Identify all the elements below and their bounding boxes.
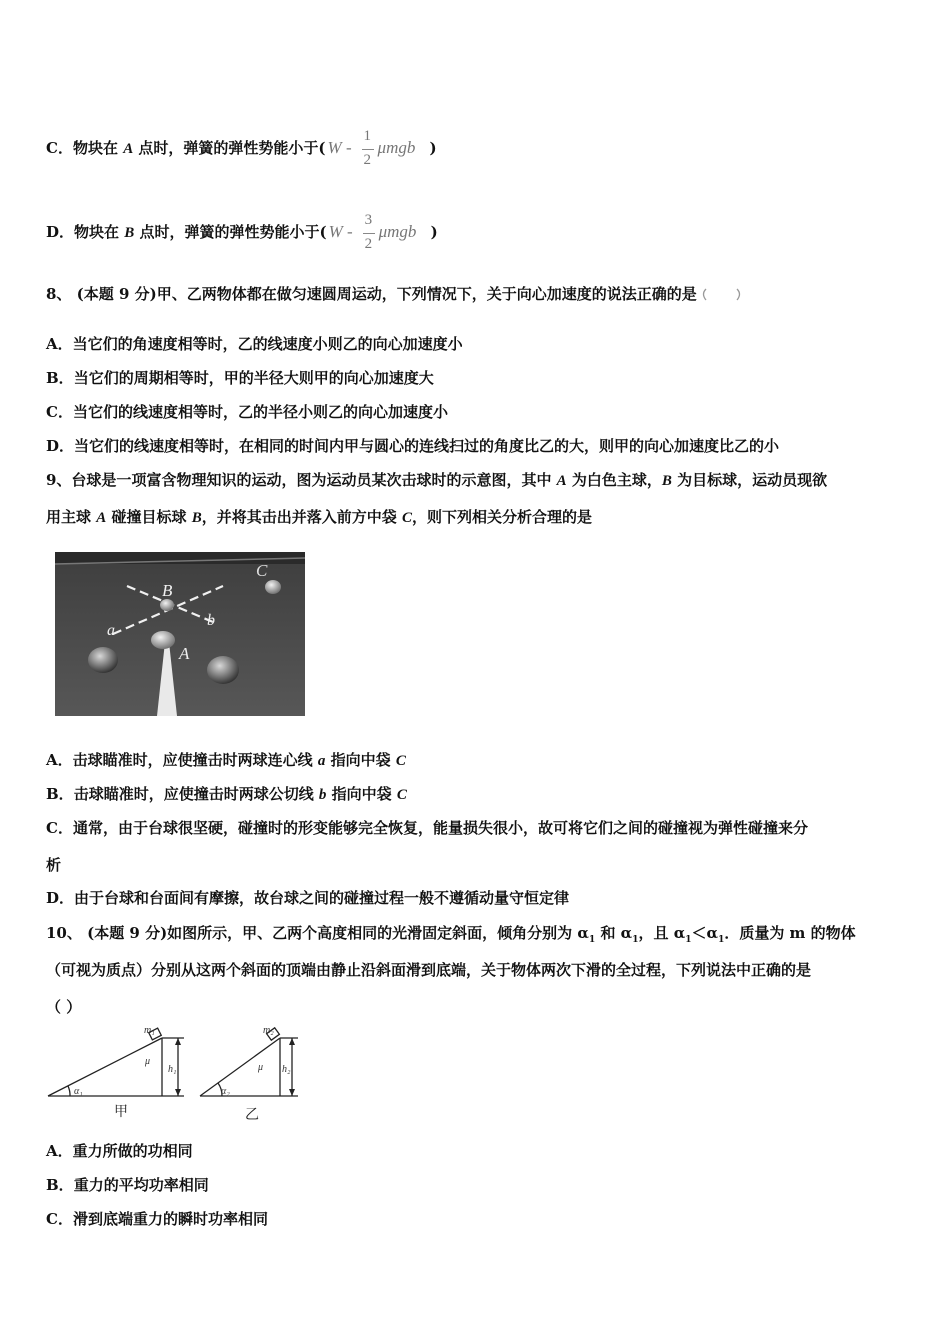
subscript: 1 bbox=[718, 935, 725, 945]
var-c: C bbox=[401, 510, 412, 526]
option-letter: A． bbox=[46, 335, 73, 353]
option-text: 析 bbox=[46, 856, 62, 874]
arrow-up-icon bbox=[175, 1038, 181, 1045]
option-letter: A． bbox=[46, 1142, 73, 1160]
subscript: 1 bbox=[685, 935, 692, 945]
option-letter: C． bbox=[46, 1210, 73, 1228]
incline-figure bbox=[44, 1024, 306, 1124]
stem-text: ，且 α bbox=[638, 924, 686, 942]
option-letter: D． bbox=[46, 889, 75, 907]
q10-option-c[interactable] bbox=[46, 1209, 268, 1229]
stem-text: 和 α bbox=[595, 924, 633, 942]
close-paren: ) bbox=[430, 223, 438, 241]
question-stem: 8、 (本题 9 分)甲、乙两物体都在做匀速圆周运动，下列情况下，关于向心加速度的说法正确的是 bbox=[46, 285, 697, 303]
q7-option-d[interactable] bbox=[46, 210, 438, 256]
label-a-ball: A bbox=[179, 644, 190, 663]
q10-option-b[interactable] bbox=[46, 1175, 209, 1195]
option-text: 击球瞄准时，应使撞击时两球公切线 bbox=[73, 785, 319, 803]
option-letter: C． bbox=[46, 819, 73, 837]
var-b: B bbox=[661, 473, 672, 489]
option-text: 击球瞄准时，应使撞击时两球连心线 bbox=[72, 751, 318, 769]
var: C bbox=[396, 787, 407, 803]
label-line-b: b bbox=[207, 612, 215, 629]
q9-stem-line2 bbox=[46, 507, 592, 528]
label-jia: 甲 bbox=[114, 1104, 128, 1120]
answer-bracket: （ ） bbox=[46, 998, 82, 1016]
label-m1: m₁ bbox=[144, 1025, 155, 1036]
q10-stem-line2 bbox=[46, 960, 811, 980]
option-text: 物块在 bbox=[72, 139, 124, 157]
option-text: 重力的平均功率相同 bbox=[73, 1176, 209, 1194]
q9-option-b[interactable] bbox=[46, 784, 407, 805]
billiards-figure bbox=[55, 552, 305, 716]
q9-option-c[interactable] bbox=[46, 818, 808, 838]
q9-option-a[interactable] bbox=[46, 750, 406, 771]
q9-option-c-cont bbox=[46, 855, 61, 875]
formula-image bbox=[326, 126, 430, 172]
formula-image bbox=[327, 210, 431, 256]
stem-text: 用主球 bbox=[46, 508, 97, 526]
q10-option-a[interactable] bbox=[46, 1141, 193, 1161]
stem-text: （可视为质点）分别从这两个斜面的顶端由静止沿斜面滑到底端，关于物体两次下滑的全过程，下列说法中正确的是 bbox=[46, 961, 812, 979]
formula-num: 1 bbox=[363, 128, 372, 144]
option-letter: C． bbox=[46, 139, 73, 157]
label-b: B bbox=[162, 581, 173, 600]
option-text: 指向中袋 bbox=[325, 751, 396, 769]
var-a: A bbox=[123, 141, 134, 157]
formula-den: 2 bbox=[364, 236, 373, 252]
option-text: 当它们的周期相等时，甲的半径大则甲的向心加速度大 bbox=[73, 369, 434, 387]
option-letter: B． bbox=[46, 785, 74, 803]
var-b: B bbox=[191, 510, 202, 526]
label-mu2: μ bbox=[258, 1062, 264, 1073]
formula-w: W - bbox=[328, 222, 353, 241]
option-text: 当它们的线速度相等时，在相同的时间内甲与圆心的连线扫过的角度比乙的大，则甲的向心加速度比乙的小 bbox=[74, 437, 780, 455]
q10-stem-line3 bbox=[46, 997, 81, 1017]
q9-option-d[interactable] bbox=[46, 888, 569, 908]
stem-text: ＜α bbox=[691, 924, 719, 942]
stem-text: 为目标球，运动员现欲 bbox=[671, 471, 828, 489]
stem-text: ，并将其击出并落入前方中袋 bbox=[201, 508, 402, 526]
ball-a bbox=[151, 631, 175, 649]
label-line-a: a bbox=[107, 622, 115, 639]
stem-text: 9、台球是一项富含物理知识的运动，图为运动员某次击球时的示意图，其中 bbox=[46, 471, 557, 489]
option-letter: B． bbox=[46, 369, 74, 387]
option-letter: C． bbox=[46, 403, 73, 421]
formula-den: 2 bbox=[363, 152, 372, 168]
formula-num: 3 bbox=[364, 212, 373, 228]
q8-stem bbox=[46, 284, 745, 305]
option-text: 当它们的线速度相等时，乙的半径小则乙的向心加速度小 bbox=[72, 403, 448, 421]
incline-yi bbox=[200, 1028, 298, 1096]
stem-text: ．质量为 m 的物体 bbox=[724, 924, 856, 942]
label-yi: 乙 bbox=[245, 1107, 259, 1123]
option-text: 物块在 bbox=[74, 223, 125, 241]
var-a: A bbox=[96, 510, 107, 526]
label-a2: α₂ bbox=[221, 1086, 230, 1097]
ball-right bbox=[207, 656, 239, 684]
label-h1: h₁ bbox=[168, 1064, 177, 1075]
q8-option-c[interactable] bbox=[46, 402, 448, 422]
arrow-up-icon bbox=[289, 1038, 295, 1045]
q10-stem-line1 bbox=[46, 923, 856, 950]
var-b: B bbox=[124, 225, 135, 241]
label-c: C bbox=[256, 561, 268, 580]
formula-mu: μmgb bbox=[377, 138, 416, 157]
option-text-post: 点时，弹簧的弹性势能小于( bbox=[134, 223, 327, 241]
stem-text: 碰撞目标球 bbox=[106, 508, 192, 526]
option-text: 由于台球和台面间有摩擦，故台球之间的碰撞过程一般不遵循动量守恒定律 bbox=[74, 889, 570, 907]
option-text-post: 点时，弹簧的弹性势能小于( bbox=[133, 139, 326, 157]
incline-jia bbox=[48, 1028, 184, 1096]
answer-bracket-icon bbox=[697, 285, 745, 305]
option-text: 当它们的角速度相等时，乙的线速度小则乙的向心加速度小 bbox=[72, 335, 463, 353]
q9-stem-line1 bbox=[46, 470, 827, 491]
subscript: 1 bbox=[632, 935, 639, 945]
ball-left bbox=[88, 647, 118, 673]
q8-option-d[interactable] bbox=[46, 436, 779, 456]
formula-w: W - bbox=[327, 138, 352, 157]
table-surface bbox=[55, 552, 305, 716]
option-letter: D． bbox=[46, 223, 75, 241]
arrow-down-icon bbox=[289, 1089, 295, 1096]
label-mu1: μ bbox=[145, 1056, 151, 1067]
label-m2: m₂ bbox=[263, 1025, 274, 1036]
stem-text: 10、 (本题 9 分)如图所示，甲、乙两个高度相同的光滑固定斜面，倾角分别为 α bbox=[46, 924, 589, 942]
option-letter: B． bbox=[46, 1176, 74, 1194]
option-letter: D． bbox=[46, 437, 75, 455]
ball-b bbox=[160, 599, 174, 611]
subscript: 1 bbox=[588, 935, 596, 945]
close-paren: ) bbox=[429, 139, 437, 157]
var: a bbox=[317, 753, 326, 769]
ball-c-side bbox=[265, 580, 281, 594]
option-text: 重力所做的功相同 bbox=[72, 1142, 193, 1160]
label-a1: α₁ bbox=[74, 1086, 83, 1097]
stem-text: 为白色主球， bbox=[566, 471, 662, 489]
cushion bbox=[55, 552, 305, 564]
arrow-down-icon bbox=[175, 1089, 181, 1096]
q7-option-c[interactable] bbox=[46, 126, 437, 172]
var-a: A bbox=[556, 473, 567, 489]
q8-option-a[interactable] bbox=[46, 334, 463, 354]
stem-text: ，则下列相关分析合理的是 bbox=[411, 508, 592, 526]
option-text: 滑到底端重力的瞬时功率相同 bbox=[72, 1210, 268, 1228]
option-text: 指向中袋 bbox=[326, 785, 397, 803]
formula-mu: μmgb bbox=[378, 222, 417, 241]
option-text: 通常，由于台球很坚硬，碰撞时的形变能够完全恢复，能量损失很小，故可将它们之间的碰撞视为弹性碰撞来分 bbox=[72, 819, 808, 837]
var: C bbox=[395, 753, 406, 769]
option-letter: A． bbox=[46, 751, 73, 769]
var: b bbox=[318, 787, 327, 803]
label-h2: h₂ bbox=[282, 1064, 291, 1075]
q8-option-b[interactable] bbox=[46, 368, 434, 388]
